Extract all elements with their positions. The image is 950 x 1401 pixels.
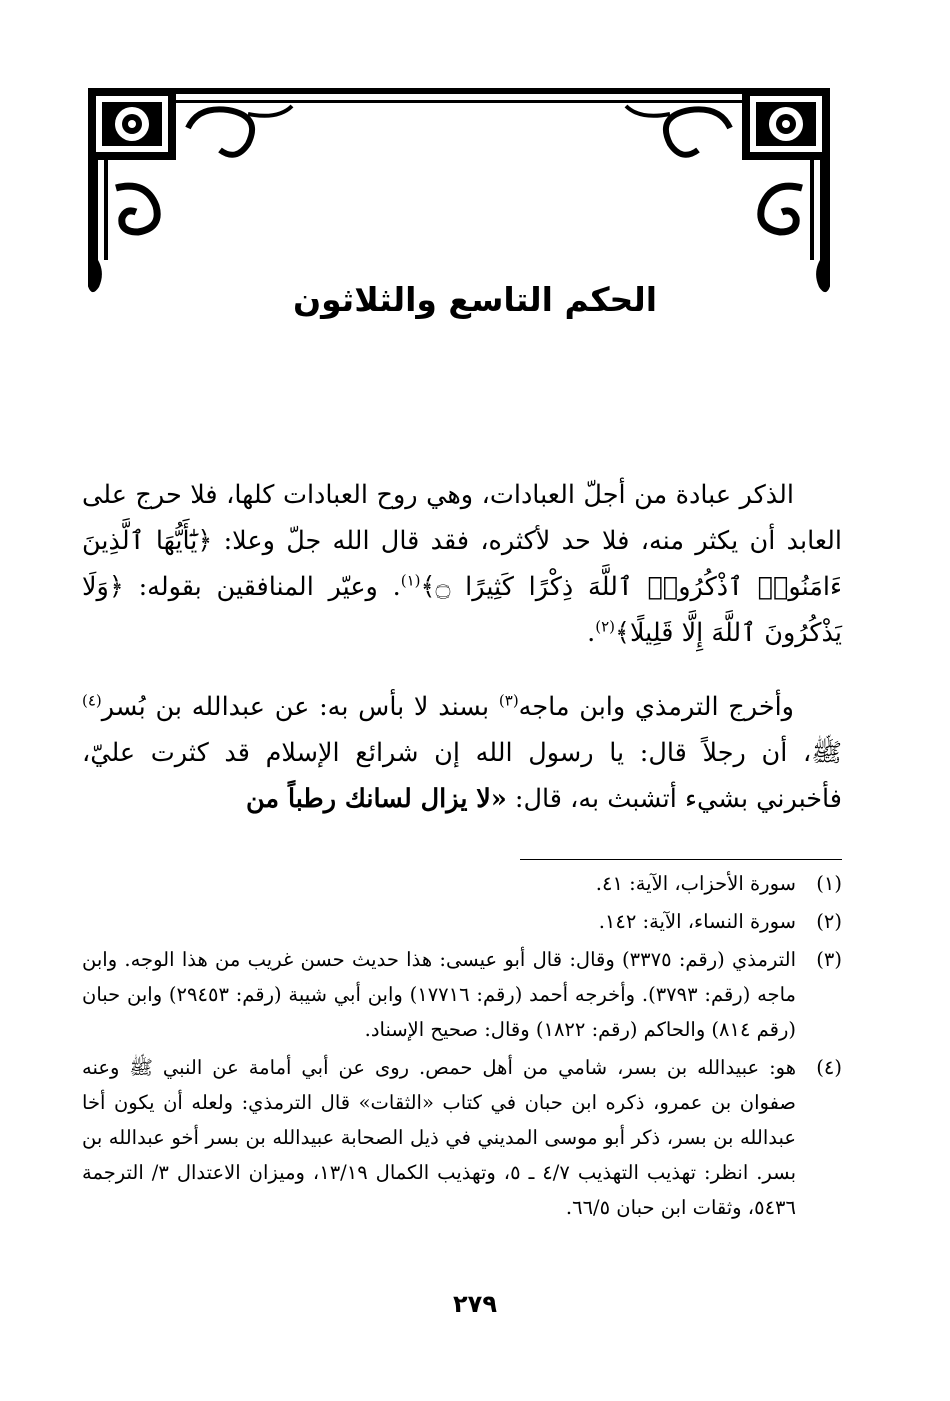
paragraph2-text-2: بسند لا بأس به: عن عبدالله بن بُسر <box>101 692 499 722</box>
footnote-item <box>82 1050 842 1225</box>
paragraph1-text-mid: . وعيّر المنافقين بقوله: <box>123 572 401 602</box>
footnote-divider <box>520 859 842 860</box>
ornament-border-graphic <box>88 88 830 303</box>
footnote-number: (٣) <box>816 948 842 971</box>
ornamental-header-frame <box>88 88 830 303</box>
footnote-text: سورة النساء، الآية: ١٤٢. <box>598 910 796 933</box>
footnote-number: (١) <box>816 872 842 895</box>
footnote-number: (٤) <box>816 1056 842 1079</box>
paragraph2-text-1: وأخرج الترمذي وابن ماجه <box>518 692 794 722</box>
footnote-item <box>82 904 842 939</box>
paragraph1-text-start: الذكر عبادة من أجلّ العبادات، وهي روح العبادات كلها، فلا حرج على العابد أن يكثر منه، فلا حد لأكثره، فقد قال الله جلّ وعلا: <box>82 480 842 556</box>
footnote-ref-3[interactable]: (٣) <box>498 691 519 710</box>
page-number: ٢٧٩ <box>453 1290 497 1318</box>
paragraph-dhikr <box>82 472 842 656</box>
footnote-ref-1[interactable]: (١) <box>400 571 421 590</box>
quran-verse-ahzab: ﴿يَٰٓأَيُّهَا ٱلَّذِينَ ءَامَنُوا۟ ٱذْكُرُوا۟ ٱللَّهَ ذِكْرًا كَثِيرًا ۝﴾ <box>82 526 842 602</box>
footnote-item <box>82 942 842 1047</box>
footnotes <box>82 866 842 1228</box>
paragraph2-text-3: ﷺ، أن رجلاً قال: يا رسول الله إن شرائع الإسلام قد كثرت عليّ، فأخبرني بشيء أتشبث به، قال: <box>82 738 842 814</box>
hadith-quote: «لا يزال لسانك رطباً من <box>246 784 507 814</box>
footnote-ref-2[interactable]: (٢) <box>595 617 615 636</box>
footnote-text: هو: عبيدالله بن بسر، شامي من أهل حمص. روى عن أبي أمامة عن النبي ﷺ وعنه صفوان بن عمرو، ذكره ابن حبان في كتاب «الثقات» قال الترمذي: ولعله أن يكون أخا عبدالله بن بسر، ذكر أبو موسى المديني في ذيل الصحابة عبيدالله بن بسر أخو عبدالله بن بسر. انظر: تهذيب التهذيب ٤/٧ ـ ٥، وتهذيب الكمال ١٣/١٩، وميزان الاعتدال ٣/ الترجمة ٥٤٣٦، وثقات ابن حبان ٦٦/٥. <box>82 1056 796 1219</box>
paragraph-hadith <box>82 684 842 822</box>
footnote-item <box>82 866 842 901</box>
footnote-number: (٢) <box>816 910 842 933</box>
footnote-text: الترمذي (رقم: ٣٣٧٥) وقال: قال أبو عيسى: هذا حديث حسن غريب من هذا الوجه. وابن ماجه (رقم: ٣٧٩٣). وأخرجه أحمد (رقم: ١٧٧١٦) وابن أبي شيبة (رقم: ٢٩٤٥٣) وابن حبان (رقم ٨١٤) والحاكم (رقم: ١٨٢٢) وقال: صحيح الإسناد. <box>82 948 797 1041</box>
footnote-text: سورة الأحزاب، الآية: ٤١. <box>595 872 796 895</box>
quran-verse-nisa: ﴿وَلَا يَذْكُرُونَ ٱللَّهَ إِلَّا قَلِيلًا﴾ <box>82 572 842 648</box>
footnote-ref-4[interactable]: (٤) <box>82 691 102 710</box>
chapter-title: الحكم التاسع والثلاثون <box>292 280 658 319</box>
paragraph1-text-end: . <box>587 618 596 648</box>
